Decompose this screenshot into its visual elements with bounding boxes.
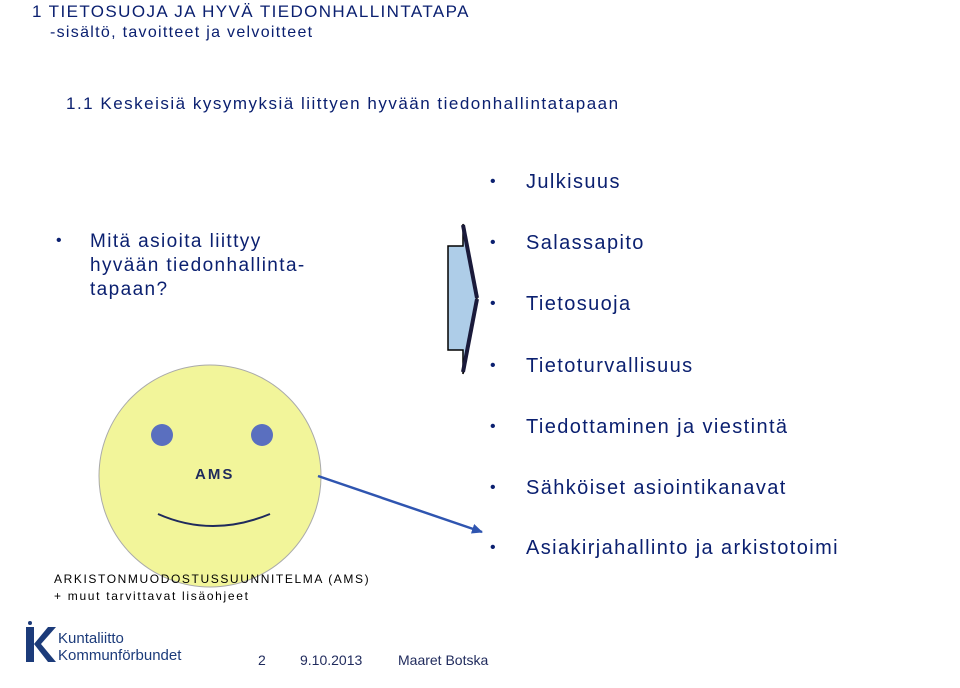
logo-text-sv: Kommunförbundet: [58, 647, 182, 664]
topic-label: Tietoturvallisuus: [526, 355, 694, 377]
topic-label: Salassapito: [526, 232, 645, 254]
question-bullet: •: [56, 232, 62, 249]
topic-item: • Tietosuoja: [490, 293, 632, 315]
ams-note-title: ARKISTONMUODOSTUSSUUNNITELMA (AMS): [54, 572, 371, 586]
page-title: 1 TIETOSUOJA JA HYVÄ TIEDONHALLINTATAPA: [32, 2, 470, 21]
page-number: 2: [258, 652, 266, 668]
question-line-3: tapaan?: [90, 279, 169, 300]
topic-label: Julkisuus: [526, 171, 621, 193]
topic-label: Tiedottaminen ja viestintä: [526, 416, 789, 438]
topic-item: • Sähköiset asiointikanavat: [490, 477, 787, 499]
smiley-right-eye: [251, 424, 273, 446]
topic-item: • Asiakirjahallinto ja arkistotoimi: [490, 537, 839, 559]
question-line-2: hyvään tiedonhallinta-: [90, 255, 306, 276]
footer-date: 9.10.2013: [300, 652, 363, 668]
logo-text-fi: Kuntaliitto: [58, 630, 124, 647]
topic-item: • Tiedottaminen ja viestintä: [490, 416, 789, 438]
question-line-1: Mitä asioita liittyy: [90, 231, 262, 252]
topic-label: Tietosuoja: [526, 293, 632, 315]
kuntaliitto-logo-icon: [26, 621, 56, 662]
block-arrow: [448, 224, 477, 374]
ams-note-subtitle: + muut tarvittavat lisäohjeet: [54, 589, 250, 603]
smiley-left-eye: [151, 424, 173, 446]
footer-author: Maaret Botska: [398, 652, 489, 668]
connector-arrow: [318, 476, 482, 532]
topic-item: • Julkisuus: [490, 171, 621, 193]
topic-label: Sähköiset asiointikanavat: [526, 477, 787, 499]
topic-item: • Tietoturvallisuus: [490, 355, 694, 377]
smiley-label: AMS: [195, 466, 235, 483]
section-title: 1.1 Keskeisiä kysymyksiä liittyen hyvään tiedonhallintatapaan: [66, 94, 620, 113]
topic-label: Asiakirjahallinto ja arkistotoimi: [526, 537, 839, 559]
page-subtitle: -sisältö, tavoitteet ja velvoitteet: [50, 24, 314, 41]
topic-item: • Salassapito: [490, 232, 645, 254]
